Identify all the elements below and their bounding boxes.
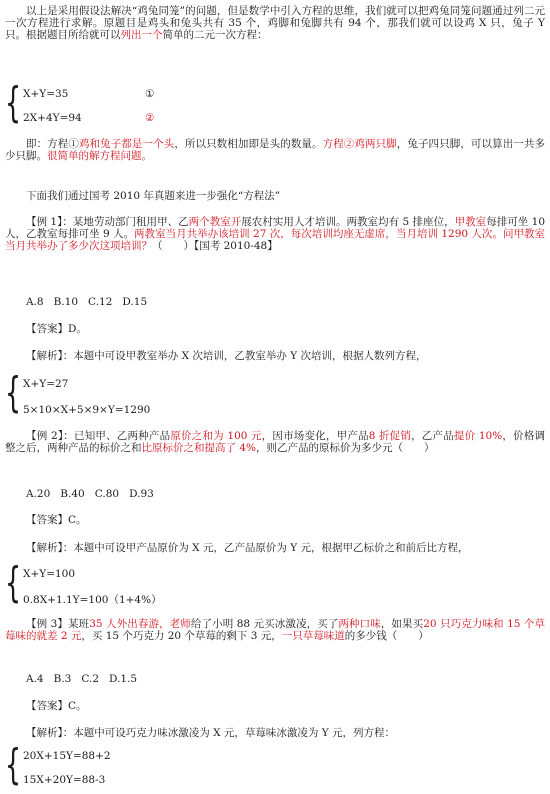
- question-text: ，买 15 个巧克力 20 个草莓的剩下 3 元，: [81, 630, 282, 643]
- question-text: ，乙产品: [411, 430, 454, 442]
- example-3-question: [5, 618, 545, 642]
- equation-1: X+Y=35: [23, 88, 69, 100]
- question-text: 【例 2】：已知甲、乙两种产品: [26, 430, 171, 442]
- equation-system-intro: [5, 78, 205, 130]
- brace-symbol: {: [5, 740, 22, 789]
- example-1-options: [5, 296, 545, 308]
- equation-1: X+Y=27: [23, 378, 69, 390]
- intro-text: 简单的二元一次方程：: [162, 29, 268, 42]
- brace-symbol: {: [5, 558, 22, 607]
- example-1-analysis: 【解析】：本题中可设甲教室举办 X 次培训，乙教室举办 Y 次培训，根据人数列方程，: [26, 350, 427, 362]
- highlight-text: 原价之和为 100 元: [170, 430, 262, 442]
- example-2-analysis: 【解析】：本题中可设甲产品原价为 X 元，乙产品原价为 Y 元，根据甲乙标价之和前后比方程，: [26, 542, 469, 554]
- brace-symbol: {: [5, 368, 22, 417]
- highlight-text: 8 折促销: [368, 430, 412, 442]
- brace-symbol: {: [5, 78, 22, 127]
- question-text: ，如果买: [380, 618, 424, 630]
- question-text: 【例 3】某班: [26, 618, 90, 630]
- intro-text: 即：方程①: [26, 138, 79, 150]
- option-b: B.40: [60, 488, 85, 500]
- option-d: D.93: [129, 488, 154, 500]
- highlight-text: 鸡和兔子都是一个头: [78, 138, 175, 150]
- equation-2: 15X+20Y=88-3: [23, 774, 106, 786]
- equation-2: 5×10×X+5×9×Y=1290: [23, 404, 151, 416]
- intro-text: ，所以只数相加即是头的数量。: [174, 138, 323, 150]
- question-text: 展农村实用人才培训。两教室均有 5 排座位，: [241, 216, 455, 228]
- intro-text: 以上是采用假设法解决“鸡兔同笼”的问题，但是数学中引入方程的思维，我们就可以把鸡兔同笼问题通过列二元一次方程进行求解。原题目是鸡头和兔头共有 35 个，鸡脚和兔脚共有 94 个，那我们就可以设鸡 X 只，兔子 Y 只。根据题目所给就可以: [5, 5, 545, 42]
- highlight-text: 很简单的解方程问题。: [47, 150, 152, 163]
- example-2-options: [5, 488, 545, 500]
- highlight-text: 两教室当月共举办该培训 27 次，每次培训均座无虚席，当月培训 1290 人次。问甲教室当月共举办了多少次这项培训？: [5, 228, 545, 253]
- question-text: 每排可坐 10 人，乙教室每排可坐 9 人。: [5, 216, 546, 241]
- example-3-analysis: 【解析】：本题中可设巧克力味冰激凌为 X 元，草莓味冰激凌为 Y 元，列方程：: [26, 727, 396, 739]
- highlight-text: 比原标价之和提高了 4%: [141, 442, 256, 455]
- intro-paragraph-2: [5, 138, 545, 162]
- option-c: C.2: [81, 673, 100, 685]
- example-1-question: [5, 216, 545, 252]
- question-text: ，因市场变化，甲产品: [261, 430, 369, 442]
- example-3-answer: 【答案】C。: [26, 700, 87, 712]
- equation-system-example-1: [5, 368, 265, 420]
- highlight-text: 提价 10%: [453, 430, 503, 442]
- example-3-options: [5, 673, 545, 685]
- question-text: 的多少钱（ ）: [344, 630, 429, 643]
- equation-1: 20X+15Y=88+2: [23, 750, 111, 762]
- example-2-answer: 【答案】C。: [26, 514, 87, 526]
- option-d: D.1.5: [109, 673, 138, 685]
- equation-1-marker: ①: [145, 88, 155, 100]
- highlight-text: 甲教室: [454, 216, 487, 228]
- option-c: C.80: [94, 488, 120, 500]
- highlight-text: 35 人外出春游，老师: [89, 618, 191, 630]
- option-b: B.10: [53, 296, 79, 308]
- equation-2: 0.8X+1.1Y=100（1+4%）: [23, 594, 162, 606]
- highlight-text: 方程②鸡两只脚: [322, 138, 397, 150]
- equation-2-marker: ②: [145, 112, 155, 124]
- equation-1: X+Y=100: [23, 568, 76, 580]
- highlight-text: 两种口味: [338, 618, 381, 630]
- option-a: A.4: [26, 673, 44, 685]
- example-1-answer: 【答案】D。: [26, 323, 87, 335]
- intro-paragraph-1: [5, 5, 545, 41]
- question-text: （ ）【国考 2010-48】: [152, 240, 278, 253]
- highlight-text: 两个教室开: [188, 216, 242, 228]
- highlight-text: 20 只巧克力味和 15 个草莓味的就差 2 元: [5, 618, 546, 643]
- question-text: 给了小明 88 元买冰激凌，买了: [190, 618, 339, 630]
- intro-text: ，兔子四只脚，可以算出一共多少只脚。: [5, 138, 545, 163]
- option-c: C.12: [88, 296, 113, 308]
- highlight-text: 列出一个: [120, 29, 163, 42]
- highlight-text: 一只草莓味道: [281, 630, 345, 643]
- option-b: B.3: [53, 673, 72, 685]
- equation-system-example-2: [5, 558, 265, 610]
- example-2-question: [5, 430, 545, 454]
- option-a: A.8: [26, 296, 44, 308]
- option-d: D.15: [122, 296, 148, 308]
- question-text: ，则乙产品的原标价为多少元（ ）: [256, 442, 435, 455]
- question-text: 【例 1】：某地劳动部门租用甲、乙: [26, 216, 189, 228]
- question-text: ，价格调整之后，两种产品的标价之和: [5, 430, 546, 455]
- option-a: A.20: [26, 488, 51, 500]
- equation-2: 2X+4Y=94: [23, 112, 82, 124]
- equation-system-example-3: [5, 740, 265, 792]
- intro-paragraph-3: 下面我们通过国考 2010 年真题来进一步强化“方程法”: [26, 190, 281, 202]
